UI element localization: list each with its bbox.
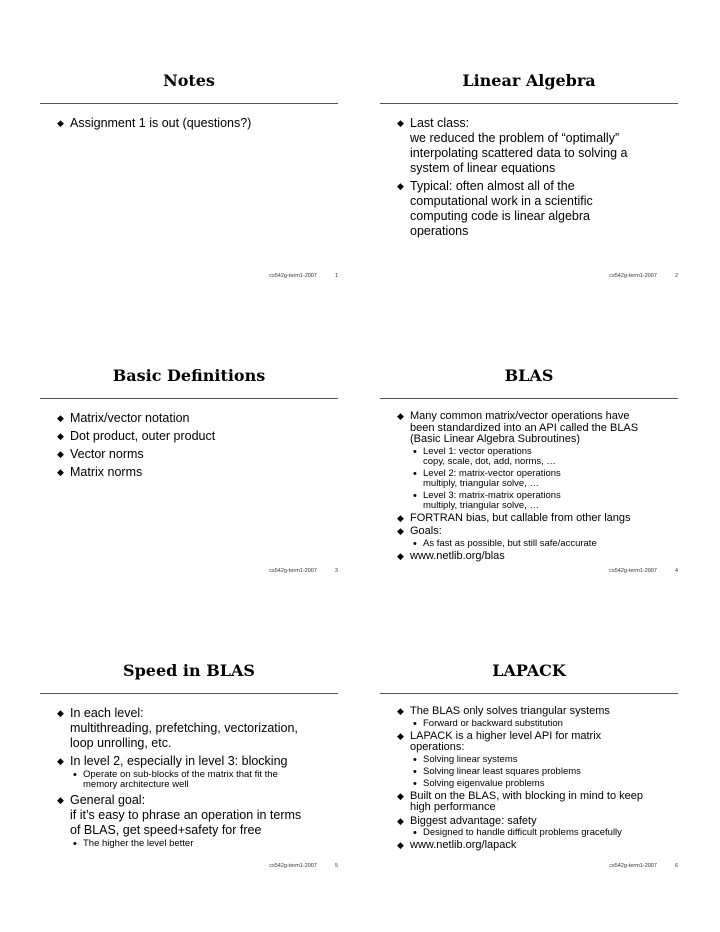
slide-title: Notes — [163, 71, 215, 90]
sub-bullet-item — [410, 447, 674, 467]
slide-body — [40, 411, 338, 480]
slide-body — [380, 116, 678, 239]
bullet-item — [397, 840, 674, 852]
sub-bullet-item — [410, 491, 674, 511]
bullet-text: ◆ Last class: — [410, 116, 470, 130]
sub-bullet-text: • Operate on sub-blocks of the matrix that fit the — [83, 769, 278, 780]
sub-bullet-text: • The higher the level better — [83, 838, 194, 849]
slide-speed-in-blas — [40, 650, 338, 869]
bullet-text: system of linear equations — [410, 161, 556, 175]
footer-course-label: cs542g-term1-2007 — [269, 273, 317, 279]
bullet-text: multithreading, prefetching, vectorization, — [70, 721, 298, 735]
sub-bullet-item — [70, 770, 334, 790]
sub-bullet-text: multiply, triangular solve, … — [423, 499, 539, 511]
sub-bullet-text: • Solving eigenvalue problems — [423, 777, 545, 789]
bullet-text: loop unrolling, etc. — [70, 736, 172, 750]
footer-course-label: cs542g-term1-2007 — [609, 273, 657, 279]
bullet-text: ◆ The BLAS only solves triangular systems — [410, 705, 610, 717]
bullet-text: ◆ Matrix/vector notation — [70, 411, 190, 425]
bullet-text: ◆ Typical: often almost all of the — [410, 179, 575, 193]
bullet-item — [397, 116, 674, 176]
bullet-text: of BLAS, get speed+safety for free — [70, 823, 262, 837]
page-number: 3 — [334, 568, 338, 574]
sub-bullet-text: • Level 2: matrix-vector operations — [423, 467, 561, 479]
bullet-text: ◆ FORTRAN bias, but callable from other langs — [410, 511, 631, 524]
sub-bullet-item — [70, 839, 334, 849]
bullet-item — [397, 411, 674, 511]
sub-bullet-list — [410, 719, 674, 729]
bullet-text: ◆ In each level: — [70, 706, 144, 720]
title-divider — [380, 398, 678, 399]
page-number: 2 — [674, 273, 678, 279]
bullet-item — [397, 551, 674, 563]
sub-bullet-text: • Designed to handle difficult problems gracefully — [423, 827, 622, 838]
title-divider — [380, 103, 678, 104]
bullet-item — [397, 513, 674, 525]
sub-bullet-text: • As fast as possible, but still safe/accurate — [423, 537, 597, 549]
page-number: 5 — [334, 863, 338, 869]
sub-bullet-item — [410, 779, 674, 789]
sub-bullet-item — [410, 719, 674, 729]
title-divider — [380, 693, 678, 694]
slide-footer — [269, 568, 338, 574]
footer-course-label: cs542g-term1-2007 — [269, 568, 317, 574]
bullet-item — [57, 447, 334, 462]
slide-title: LAPACK — [492, 661, 566, 680]
bullet-item — [397, 731, 674, 789]
sub-bullet-text: copy, scale, dot, add, norms, … — [423, 455, 556, 467]
sub-bullet-text: • Level 1: vector operations — [423, 445, 532, 457]
bullet-text: ◆ Biggest advantage: safety — [410, 814, 537, 827]
sub-bullet-item — [410, 828, 674, 838]
bullet-item — [397, 526, 674, 549]
sub-bullet-text: • Solving linear systems — [423, 753, 518, 765]
bullet-text: ◆ www.netlib.org/lapack — [410, 839, 517, 851]
bullet-text: ◆ Dot product, outer product — [70, 429, 216, 443]
bullet-text: computing code is linear algebra — [410, 209, 590, 223]
sub-bullet-text: memory architecture well — [83, 779, 189, 790]
bullet-text: ◆ Built on the BLAS, with blocking in mind to keep — [410, 789, 643, 802]
bullet-text: ◆ Matrix norms — [70, 465, 143, 479]
bullet-item — [57, 465, 334, 480]
slide-title: Speed in BLAS — [123, 661, 255, 680]
sub-bullet-text: • Forward or backward substitution — [423, 717, 563, 729]
slide-body — [40, 116, 338, 131]
sub-bullet-item — [410, 469, 674, 489]
sub-bullet-list — [410, 755, 674, 789]
slide-footer — [609, 863, 678, 869]
bullet-text: ◆ Many common matrix/vector operations have — [410, 410, 630, 422]
title-divider — [40, 103, 338, 104]
bullet-text: ◆ www.netlib.org/blas — [410, 549, 505, 562]
page-number: 1 — [334, 273, 338, 279]
bullet-text: we reduced the problem of “optimally” — [410, 131, 620, 145]
footer-course-label: cs542g-term1-2007 — [609, 568, 657, 574]
sub-bullet-list — [410, 539, 674, 549]
bullet-text: operations — [410, 224, 469, 238]
footer-course-label: cs542g-term1-2007 — [269, 863, 317, 869]
bullet-text: high performance — [410, 801, 496, 813]
bullet-item — [57, 754, 334, 790]
sub-bullet-item — [410, 767, 674, 777]
page-number: 6 — [674, 863, 678, 869]
slide-basic-definitions — [40, 355, 338, 574]
bullet-text: ◆ Vector norms — [70, 447, 144, 461]
bullet-item — [57, 706, 334, 751]
sub-bullet-list — [70, 839, 334, 849]
sub-bullet-list — [410, 447, 674, 511]
slide-title: BLAS — [504, 366, 554, 385]
sub-bullet-list — [70, 770, 334, 790]
bullet-text: been standardized into an API called the BLAS — [410, 421, 639, 434]
slide-linear-algebra — [380, 60, 678, 279]
bullet-item — [57, 793, 334, 849]
bullet-item — [397, 706, 674, 729]
bullet-text: ◆ In level 2, especially in level 3: blocking — [70, 754, 288, 768]
slide-notes — [40, 60, 338, 279]
bullet-text: ◆ Assignment 1 is out (questions?) — [70, 116, 252, 130]
sub-bullet-text: • Level 3: matrix-matrix operations — [423, 489, 561, 501]
bullet-item — [397, 791, 674, 814]
bullet-text: ◆ General goal: — [70, 793, 146, 807]
title-divider — [40, 693, 338, 694]
slide-footer — [269, 273, 338, 279]
bullet-item — [397, 179, 674, 239]
footer-course-label: cs542g-term1-2007 — [609, 863, 657, 869]
bullet-text: operations: — [410, 741, 465, 753]
bullet-text: computational work in a scientific — [410, 194, 593, 208]
slide-body — [380, 706, 678, 852]
slide-title: Linear Algebra — [462, 71, 596, 90]
slide-blas — [380, 355, 678, 574]
bullet-text: ◆ LAPACK is a higher level API for matrix — [410, 729, 602, 742]
bullet-item — [57, 429, 334, 444]
page-number: 4 — [674, 568, 678, 574]
slide-footer — [269, 863, 338, 869]
title-divider — [40, 398, 338, 399]
slide-title: Basic Definitions — [112, 366, 266, 385]
bullet-text: ◆ Goals: — [410, 525, 442, 537]
slide-body — [40, 706, 338, 849]
sub-bullet-text: multiply, triangular solve, … — [423, 477, 539, 489]
slide-lapack — [380, 650, 678, 869]
bullet-text: (Basic Linear Algebra Subroutines) — [410, 433, 580, 445]
sub-bullet-text: • Solving linear least squares problems — [423, 765, 581, 777]
bullet-item — [57, 116, 334, 131]
bullet-text: if it’s easy to phrase an operation in terms — [70, 808, 302, 822]
bullet-item — [57, 411, 334, 426]
slide-footer — [609, 568, 678, 574]
bullet-text: interpolating scattered data to solving a — [410, 146, 628, 160]
bullet-item — [397, 816, 674, 839]
sub-bullet-item — [410, 539, 674, 549]
sub-bullet-item — [410, 755, 674, 765]
slide-footer — [609, 273, 678, 279]
sub-bullet-list — [410, 828, 674, 838]
slide-body — [380, 411, 678, 562]
